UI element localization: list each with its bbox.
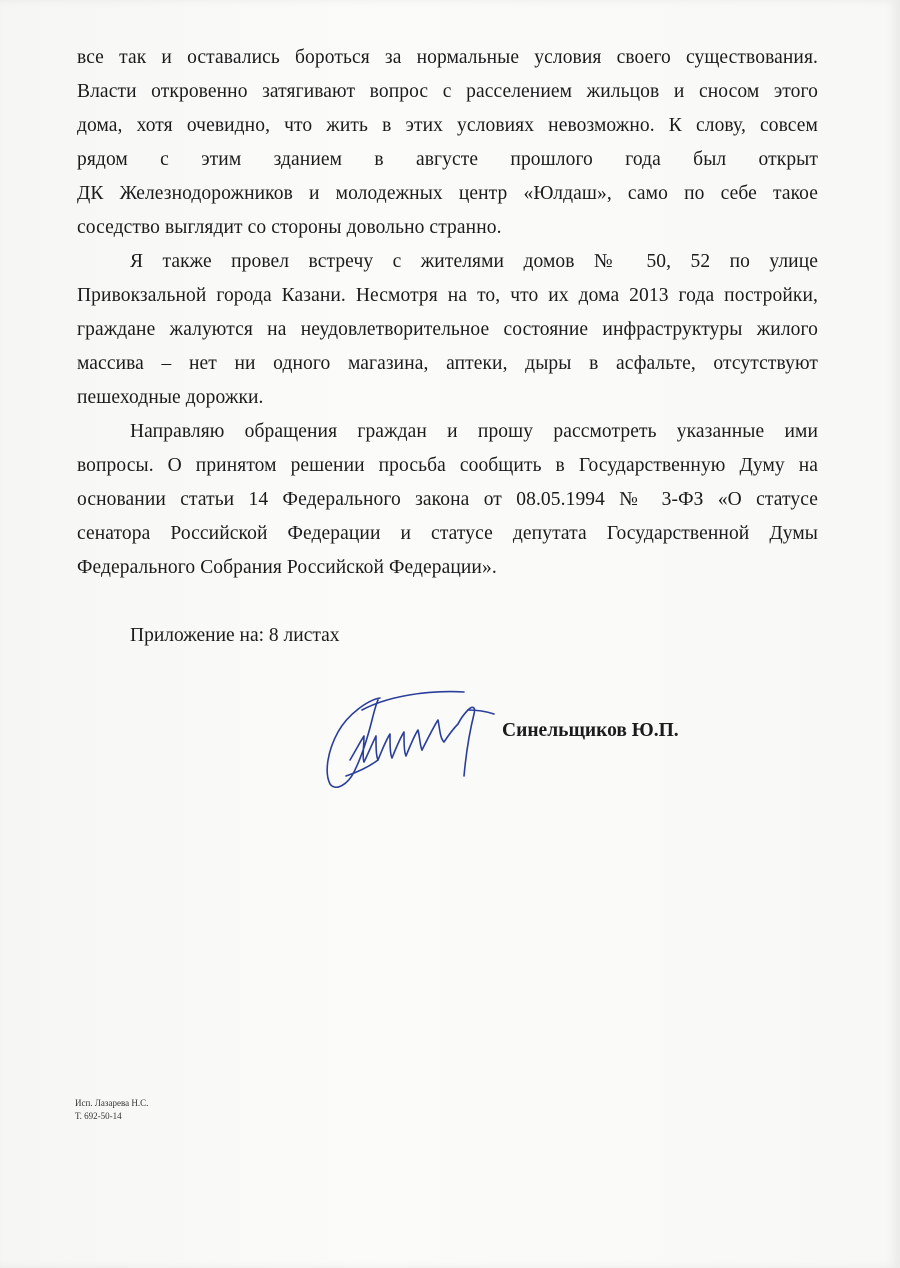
executor-name: Исп. Лазарева Н.С. [75, 1098, 149, 1108]
paragraph-1-line-4: рядом с этим зданием в августе прошлого года был открыт [77, 149, 818, 170]
paragraph-3-line-4: сенатора Российской Федерации и статусе депутата Государственной Думы [77, 523, 818, 544]
paragraph-3-line-1: Направляю обращения граждан и прошу рассмотреть указанные ими [130, 421, 818, 442]
signer-name: Синельщиков Ю.П. [502, 720, 679, 741]
paragraph-2-line-2: Привокзальной города Казани. Несмотря на то, что их дома 2013 года постройки, [77, 285, 818, 306]
paragraph-3-line-2: вопросы. О принятом решении просьба сообщить в Государственную Думу на [77, 455, 818, 476]
paragraph-2-line-5: пешеходные дорожки. [77, 387, 264, 408]
paragraph-2-line-3: граждане жалуются на неудовлетворительное состояние инфраструктуры жилого [77, 319, 818, 340]
paragraph-3-line-3: основании статьи 14 Федерального закона от 08.05.1994 № 3-ФЗ «О статусе [77, 489, 818, 510]
paragraph-2-line-4: массива – нет ни одного магазина, аптеки, дыры в асфальте, отсутствуют [77, 353, 818, 374]
paragraph-3-line-5: Федерального Собрания Российской Федерации». [77, 557, 497, 578]
executor-phone: Т. 692-50-14 [75, 1111, 122, 1121]
attachment-note: Приложение на: 8 листах [130, 625, 340, 646]
paragraph-2-line-1: Я также провел встречу с жителями домов № 50, 52 по улице [130, 251, 818, 272]
paragraph-1-line-5: ДК Железнодорожников и молодежных центр «Юлдаш», само по себе такое [77, 183, 818, 204]
handwritten-signature [318, 680, 500, 792]
paragraph-1-line-3: дома, хотя очевидно, что жить в этих условиях невозможно. К слову, совсем [77, 115, 818, 136]
paragraph-1-line-2: Власти откровенно затягивают вопрос с расселением жильцов и сносом этого [77, 81, 818, 102]
paragraph-1-line-1: все так и оставались бороться за нормальные условия своего существования. [77, 47, 818, 68]
paragraph-1-line-6: соседство выглядит со стороны довольно странно. [77, 217, 502, 238]
